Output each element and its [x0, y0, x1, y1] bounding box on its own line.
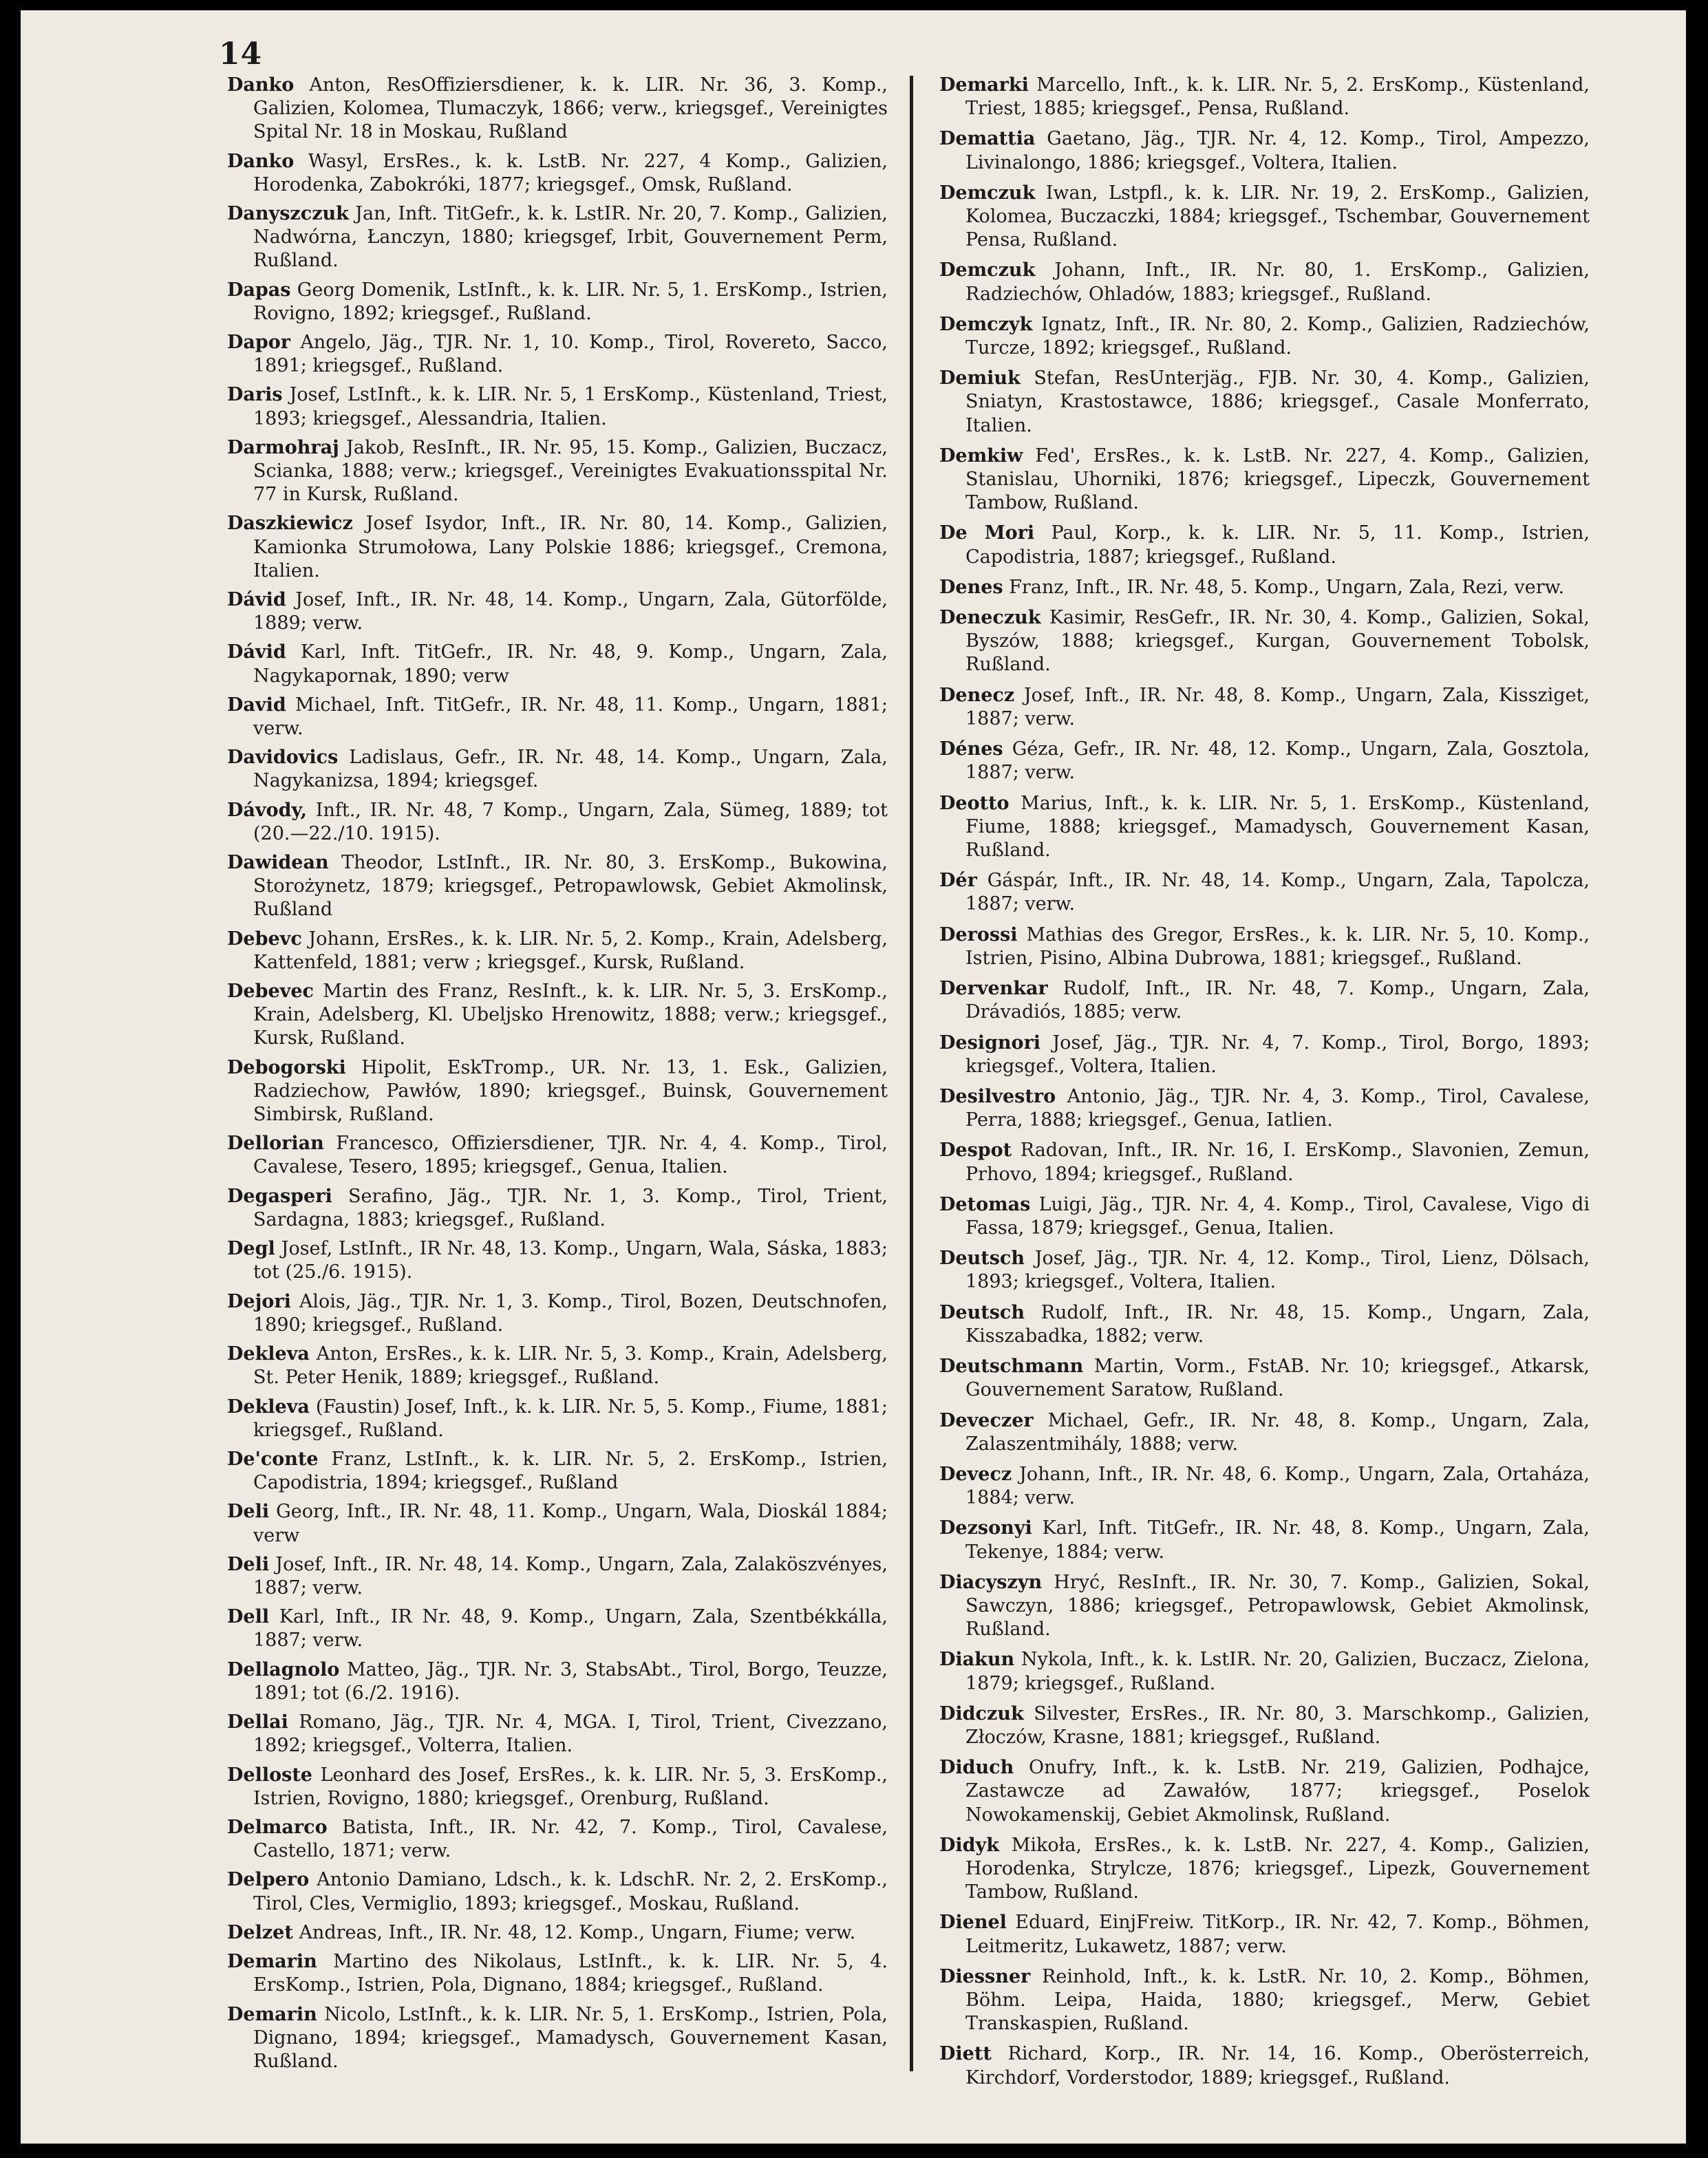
entry-surname: Diessner: [939, 1965, 1031, 1987]
entry-details: Reinhold, Inft., k. k. LstR. Nr. 10, 2. Komp., Böhmen, Böhm. Leipa, Haida, 1880; kriegsgef., Merw, Gebiet Transkaspien, Rußland.: [965, 1965, 1590, 2035]
register-entry: [227, 436, 888, 506]
entry-details: Josef, Inft., IR. Nr. 48, 14. Komp., Ungarn, Zala, Gütorfölde, 1889; verw.: [253, 589, 888, 634]
entry-details: Hipolit, EskTromp., UR. Nr. 13, 1. Esk., Galizien, Radziechow, Pawłów, 1890; kriegsgef., Buinsk, Gouvernement Simbirsk, Rußland.: [253, 1056, 888, 1125]
entry-details: Josef, LstInft., IR Nr. 48, 13. Komp., Ungarn, Wala, Sáska, 1883; tot (25./6. 1915).: [253, 1238, 888, 1283]
register-entry: [939, 1463, 1590, 1510]
register-entry: [939, 445, 1590, 515]
entry-surname: Demczuk: [939, 182, 1036, 204]
register-entry: [939, 1193, 1590, 1240]
entry-surname: Deli: [227, 1553, 270, 1575]
register-entry: [227, 279, 888, 325]
entry-surname: Degl: [227, 1238, 275, 1260]
register-entry: [939, 1648, 1590, 1695]
register-entry: [939, 576, 1590, 599]
entry-surname: Deutschmann: [939, 1356, 1084, 1378]
entry-details: Stefan, ResUnterjäg., FJB. Nr. 30, 4. Komp., Galizien, Sniatyn, Krastostawce, 1886; kriegsgef., Casale Monferrato, Italien.: [965, 367, 1590, 436]
register-entry: [939, 977, 1590, 1024]
register-entry: [227, 331, 888, 378]
entry-details: Johann, Inft., IR. Nr. 80, 1. ErsKomp., Galizien, Radziechów, Ohladów, 1883; kriegsgef., Rußland.: [965, 259, 1590, 305]
register-entry: [939, 367, 1590, 437]
entry-details: Ladislaus, Gefr., IR. Nr. 48, 14. Komp., Ungarn, Zala, Nagykanizsa, 1894; kriegsgef.: [253, 747, 888, 792]
entry-surname: Debevec: [227, 981, 314, 1003]
entry-surname: Delmarco: [227, 1817, 328, 1838]
register-entry: [939, 74, 1590, 120]
entry-details: Karl, Inft. TitGefr., IR. Nr. 48, 8. Komp., Ungarn, Zala, Tekenye, 1884; verw.: [965, 1517, 1590, 1563]
entry-surname: Dávody,: [227, 799, 307, 821]
entry-surname: Didyk: [939, 1834, 999, 1856]
register-entry: [227, 1290, 888, 1337]
entry-surname: Debevc: [227, 928, 302, 950]
entry-details: Kasimir, ResGefr., IR. Nr. 30, 4. Komp., Galizien, Sokal, Byszów, 1888; kriegsgef., Kurgan, Gouvernement Tobolsk, Rußland.: [965, 607, 1590, 676]
entry-surname: Devecz: [939, 1464, 1012, 1485]
register-entry: [227, 1816, 888, 1863]
entry-surname: Dellagnolo: [227, 1658, 340, 1680]
right-column: [939, 74, 1590, 2097]
entry-surname: Diduch: [939, 1757, 1014, 1779]
entry-surname: Denes: [939, 576, 1003, 598]
entry-surname: Dawidean: [227, 852, 329, 874]
register-entry: [939, 606, 1590, 676]
entry-details: Eduard, EinjFreiw. TitKorp., IR. Nr. 42, 7. Komp., Böhmen, Leitmeritz, Lukawetz, 1887; verw.: [965, 1912, 1590, 1957]
entry-details: Anton, ResOffiziersdiener, k. k. LIR. Nr. 36, 3. Komp., Galizien, Kolomea, Tlumaczyk, 1866; verw., kriegsgef., Vereinigtes Spital Nr. 18 in Moskau, Rußland: [253, 74, 888, 143]
entry-surname: Deneczuk: [939, 607, 1041, 629]
entry-surname: Demarin: [227, 2003, 317, 2025]
register-entry: [227, 1448, 888, 1495]
entry-details: Radovan, Inft., IR. Nr. 16, I. ErsKomp., Slavonien, Zemun, Prhovo, 1894; kriegsgef., Rußland.: [965, 1140, 1590, 1185]
entry-surname: Designori: [939, 1032, 1041, 1054]
entry-surname: Didczuk: [939, 1702, 1024, 1724]
entry-details: Fed', ErsRes., k. k. LstB. Nr. 227, 4. Komp., Galizien, Stanislau, Uhorniki, 1876; kriegsgef., Lipeczk, Gouvernement Tambow, Rußland.: [965, 445, 1590, 514]
entry-surname: Degasperi: [227, 1185, 332, 1207]
entry-surname: Dávid: [227, 641, 286, 663]
entry-details: Josef, Inft., IR. Nr. 48, 14. Komp., Ungarn, Zala, Zalaköszvényes, 1887; verw.: [253, 1553, 888, 1599]
entry-details: Alois, Jäg., TJR. Nr. 1, 3. Komp., Tirol, Bozen, Deutschnofen, 1890; kriegsgef., Rußland.: [253, 1290, 888, 1336]
register-entry: [227, 202, 888, 273]
entry-surname: Dell: [227, 1606, 270, 1628]
entry-details: Martin, Vorm., FstAB. Nr. 10; kriegsgef., Atkarsk, Gouvernement Saratow, Rußland.: [965, 1356, 1590, 1401]
entry-surname: De'conte: [227, 1448, 319, 1470]
entry-details: Johann, ErsRes., k. k. LIR. Nr. 5, 2. Komp., Krain, Adelsberg, Kattenfeld, 1881; verw ; kriegsgef., Kursk, Rußland.: [253, 928, 888, 973]
entry-surname: David: [227, 694, 286, 716]
entry-surname: Deutsch: [939, 1248, 1025, 1270]
register-entry: [939, 259, 1590, 306]
entry-surname: Dávid: [227, 589, 286, 610]
entry-surname: Deotto: [939, 792, 1010, 814]
entry-details: Gáspár, Inft., IR. Nr. 48, 14. Komp., Ungarn, Zala, Tapolcza, 1887; verw.: [965, 870, 1590, 915]
entry-surname: Dervenkar: [939, 978, 1048, 1000]
entry-surname: Diakun: [939, 1649, 1015, 1671]
register-entry: [939, 313, 1590, 360]
entry-details: Silvester, ErsRes., IR. Nr. 80, 3. Marschkomp., Galizien, Złoczów, Krasne, 1881; kriegsgef., Rußland.: [965, 1702, 1590, 1748]
entry-surname: De Mori: [939, 522, 1035, 544]
register-entry: [227, 980, 888, 1050]
register-entry: [227, 1868, 888, 1915]
entry-details: Serafino, Jäg., TJR. Nr. 1, 3. Komp., Tirol, Trient, Sardagna, 1883; kriegsgef., Rußland.: [253, 1185, 888, 1230]
entry-surname: Dellai: [227, 1711, 288, 1733]
entry-details: Matteo, Jäg., TJR. Nr. 3, StabsAbt., Tirol, Borgo, Teuzze, 1891; tot (6./2. 1916).: [253, 1658, 888, 1704]
register-entry: [939, 182, 1590, 252]
entry-surname: Desilvestro: [939, 1085, 1056, 1107]
register-entry: [939, 792, 1590, 862]
entry-surname: Demiuk: [939, 367, 1021, 389]
entry-surname: Dejori: [227, 1290, 291, 1312]
entry-details: Karl, Inft. TitGefr., IR. Nr. 48, 9. Komp., Ungarn, Zala, Nagykapornak, 1890; verw: [253, 641, 888, 687]
register-entry: [939, 2042, 1590, 2089]
register-entry: [227, 1185, 888, 1232]
entry-details: Nicolo, LstInft., k. k. LIR. Nr. 5, 1. ErsKomp., Istrien, Pola, Dignano, 1894; kriegsgef., Mamadysch, Gouvernement Kasan, Rußland.: [253, 2003, 888, 2072]
register-entry: [227, 746, 888, 793]
entry-surname: Dapas: [227, 279, 291, 301]
entry-surname: Deutsch: [939, 1301, 1025, 1323]
register-entry: [227, 1056, 888, 1126]
register-entry: [939, 1409, 1590, 1456]
entry-details: Inft., IR. Nr. 48, 7 Komp., Ungarn, Zala, Sümeg, 1889; tot (20.—22./10. 1915).: [253, 799, 888, 844]
register-entry: [939, 1355, 1590, 1402]
register-entry: [939, 869, 1590, 916]
entry-details: Mathias des Gregor, ErsRes., k. k. LIR. Nr. 5, 10. Komp., Istrien, Pisino, Albina Dubrowa, 1881; kriegsgef., Rußland.: [965, 923, 1590, 969]
entry-details: Theodor, LstInft., IR. Nr. 80, 3. ErsKomp., Bukowina, Storożynetz, 1879; kriegsgef., Petropawlowsk, Gebiet Akmolinsk, Rußland: [253, 852, 888, 921]
entry-details: Romano, Jäg., TJR. Nr. 4, MGA. I, Tirol, Trient, Civezzano, 1892; kriegsgef., Volterra, Italien.: [253, 1711, 888, 1757]
entry-details: Gaetano, Jäg., TJR. Nr. 4, 12. Komp., Tirol, Ampezzo, Livinalongo, 1886; kriegsgef., Voltera, Italien.: [965, 128, 1590, 173]
entry-surname: Derossi: [939, 923, 1018, 946]
entry-surname: Danko: [227, 74, 295, 96]
register-entry: [939, 1032, 1590, 1078]
entry-surname: Diacyszyn: [939, 1571, 1043, 1593]
register-entry: [939, 127, 1590, 174]
entry-details: Jan, Inft. TitGefr., k. k. LstIR. Nr. 20, 7. Komp., Galizien, Nadwórna, Łanczyn, 1880; kriegsgef, Irbit, Gouvernement Perm, Rußland.: [253, 203, 888, 272]
entry-details: Johann, Inft., IR. Nr. 48, 6. Komp., Ungarn, Zala, Ortaháza, 1884; verw.: [965, 1464, 1590, 1509]
entry-surname: Danyszczuk: [227, 203, 349, 224]
entry-details: Rudolf, Inft., IR. Nr. 48, 7. Komp., Ungarn, Zala, Drávadiós, 1885; verw.: [965, 978, 1590, 1023]
register-entry: [939, 1911, 1590, 1958]
entry-details: Jakob, ResInft., IR. Nr. 95, 15. Komp., Galizien, Buczacz, Scianka, 1888; verw.; kriegsgef., Vereinigtes Evakuationsspital Nr. 77 in Kursk, Rußland.: [253, 436, 888, 506]
entry-details: Luigi, Jäg., TJR. Nr. 4, 4. Komp., Tirol, Cavalese, Vigo di Fassa, 1879; kriegsgef., Genua, Italien.: [965, 1193, 1590, 1239]
entry-surname: Dér: [939, 870, 977, 892]
entry-surname: Dekleva: [227, 1343, 310, 1365]
register-entry: [227, 799, 888, 846]
entry-surname: Demkiw: [939, 445, 1023, 467]
entry-details: Martino des Nikolaus, LstInft., k. k. LIR. Nr. 5, 4. ErsKomp., Istrien, Pola, Dignano, 1884; kriegsgef., Rußland.: [253, 1951, 888, 1996]
register-entry: [227, 641, 888, 687]
entry-details: Wasyl, ErsRes., k. k. LstB. Nr. 227, 4 Komp., Galizien, Horodenka, Zabokróki, 1877; kriegsgef., Omsk, Rußland.: [253, 150, 888, 195]
entry-details: Michael, Inft. TitGefr., IR. Nr. 48, 11. Komp., Ungarn, 1881; verw.: [253, 694, 888, 739]
register-entry: [939, 1301, 1590, 1348]
entry-surname: Davidovics: [227, 747, 339, 769]
entry-surname: Detomas: [939, 1193, 1031, 1215]
entry-surname: Deli: [227, 1501, 270, 1523]
entry-surname: Deveczer: [939, 1409, 1034, 1431]
register-entry: [227, 1237, 888, 1284]
entry-surname: Demczyk: [939, 313, 1033, 335]
entry-details: Marcello, Inft., k. k. LIR. Nr. 5, 2. ErsKomp., Küstenland, Triest, 1885; kriegsgef., Pensa, Rußland.: [965, 74, 1590, 120]
entry-details: Franz, Inft., IR. Nr. 48, 5. Komp., Ungarn, Zala, Rezi, verw.: [1009, 576, 1565, 598]
register-entry: [227, 1500, 888, 1547]
register-entry: [227, 1343, 888, 1389]
entry-surname: Daszkiewicz: [227, 513, 353, 535]
entry-details: Martin des Franz, ResInft., k. k. LIR. Nr. 5, 3. ErsKomp., Krain, Adelsberg, Kl. Ubeljsko Hrenowitz, 1888; verw.; kriegsgef., Kursk, Rußland.: [253, 981, 888, 1049]
entry-details: Georg Domenik, LstInft., k. k. LIR. Nr. 5, 1. ErsKomp., Istrien, Rovigno, 1892; kriegsgef., Rußland.: [253, 279, 888, 324]
entry-details: Josef Isydor, Inft., IR. Nr. 80, 14. Komp., Galizien, Kamionka Strumołowa, Lany Polskie 1886; kriegsgef., Cremona, Italien.: [253, 513, 888, 581]
entry-details: Francesco, Offiziersdiener, TJR. Nr. 4, 4. Komp., Tirol, Cavalese, Tesero, 1895; kriegsgef., Genua, Italien.: [253, 1133, 888, 1178]
entry-surname: Demczuk: [939, 259, 1036, 281]
page-number: 14: [219, 36, 263, 72]
entry-details: Onufry, Inft., k. k. LstB. Nr. 219, Galizien, Podhajce, Zastawcze ad Zawałów, 1877; kriegsgef., Poselok Nowokamenskij, Gebiet Akmolinsk, Rußland.: [965, 1757, 1590, 1826]
column-divider: [910, 76, 913, 2071]
register-entry: [227, 1605, 888, 1652]
register-entry: [227, 1132, 888, 1179]
entry-surname: Debogorski: [227, 1056, 346, 1078]
entry-surname: Demarin: [227, 1951, 317, 1973]
entry-details: Paul, Korp., k. k. LIR. Nr. 5, 11. Komp., Istrien, Capodistria, 1887; kriegsgef., Rußland.: [965, 522, 1590, 568]
entry-details: Ignatz, Inft., IR. Nr. 80, 2. Komp., Galizien, Radziechów, Turcze, 1892; kriegsgef., Rußland.: [965, 313, 1590, 359]
register-entry: [939, 738, 1590, 784]
register-entry: [939, 522, 1590, 568]
entry-details: Richard, Korp., IR. Nr. 14, 16. Komp., Oberösterreich, Kirchdorf, Vorderstodor, 1889; kriegsgef., Rußland.: [965, 2043, 1590, 2088]
entry-surname: Diett: [939, 2043, 992, 2065]
entry-details: Rudolf, Inft., IR. Nr. 48, 15. Komp., Ungarn, Zala, Kisszabadka, 1882; verw.: [965, 1301, 1590, 1347]
register-entry: [939, 923, 1590, 970]
entry-details: Marius, Inft., k. k. LIR. Nr. 5, 1. ErsKomp., Küstenland, Fiume, 1888; kriegsgef., Mamadysch, Gouvernement Kasan, Rußland.: [965, 792, 1590, 861]
entry-details: Batista, Inft., IR. Nr. 42, 7. Komp., Tirol, Cavalese, Castello, 1871; verw.: [253, 1817, 888, 1862]
entry-surname: Danko: [227, 150, 295, 172]
entry-details: Anton, ErsRes., k. k. LIR. Nr. 5, 3. Komp., Krain, Adelsberg, St. Peter Henik, 1889; kriegsgef., Rußland.: [253, 1343, 888, 1389]
entry-surname: Despot: [939, 1140, 1012, 1162]
register-entry: [227, 928, 888, 974]
register-entry: [939, 1702, 1590, 1749]
entry-surname: Darmohraj: [227, 436, 339, 458]
register-entry: [227, 1396, 888, 1442]
register-entry: [227, 1921, 888, 1945]
entry-details: Michael, Gefr., IR. Nr. 48, 8. Komp., Ungarn, Zala, Zalaszentmihály, 1888; verw.: [965, 1409, 1590, 1455]
entry-details: Angelo, Jäg., TJR. Nr. 1, 10. Komp., Tirol, Rovereto, Sacco, 1891; kriegsgef., Rußland.: [253, 332, 888, 377]
entry-surname: Dénes: [939, 738, 1003, 760]
register-entry: [227, 2003, 888, 2073]
entry-details: Josef, Inft., IR. Nr. 48, 8. Komp., Ungarn, Zala, Kissziget, 1887; verw.: [965, 684, 1590, 729]
entry-details: Franz, LstInft., k. k. LIR. Nr. 5, 2. ErsKomp., Istrien, Capodistria, 1894; kriegsgef., Rußland: [253, 1448, 888, 1494]
register-entry: [939, 1247, 1590, 1294]
entry-surname: Dezsonyi: [939, 1517, 1032, 1539]
entry-surname: Dekleva: [227, 1396, 310, 1418]
entry-surname: Delzet: [227, 1921, 293, 1943]
register-entry: [939, 1756, 1590, 1826]
register-entry: [939, 684, 1590, 731]
entry-details: Josef, Jäg., TJR. Nr. 4, 7. Komp., Tirol, Borgo, 1893; kriegsgef., Voltera, Italien.: [965, 1032, 1590, 1077]
register-entry: [227, 694, 888, 740]
entry-details: Antonio, Jäg., TJR. Nr. 4, 3. Komp., Tirol, Cavalese, Perra, 1888; kriegsgef., Genua, Iatlien.: [965, 1085, 1590, 1131]
register-entry: [939, 1834, 1590, 1904]
entry-surname: Denecz: [939, 684, 1015, 706]
register-entry: [227, 1764, 888, 1810]
entry-details: Karl, Inft., IR Nr. 48, 9. Komp., Ungarn, Zala, Szentbékkálla, 1887; verw.: [253, 1606, 888, 1652]
entry-details: Géza, Gefr., IR. Nr. 48, 12. Komp., Ungarn, Zala, Gosztola, 1887; verw.: [965, 738, 1590, 784]
entry-surname: Demarki: [939, 74, 1029, 96]
entry-details: Hryć, ResInft., IR. Nr. 30, 7. Komp., Galizien, Sokal, Sawczyn, 1886; kriegsgef., Petropawlowsk, Gebiet Akmolinsk, Rußland.: [965, 1571, 1590, 1641]
entry-details: Iwan, Lstpfl., k. k. LIR. Nr. 19, 2. ErsKomp., Galizien, Kolomea, Buczaczki, 1884; kriegsgef., Tschembar, Gouvernement Pensa, Rußland.: [965, 182, 1590, 251]
register-entry: [227, 588, 888, 635]
entry-details: Nykola, Inft., k. k. LstIR. Nr. 20, Galizien, Buczacz, Zielona, 1879; kriegsgef., Rußland.: [965, 1649, 1590, 1694]
entry-surname: Delloste: [227, 1764, 312, 1786]
register-entry: [227, 1711, 888, 1758]
entry-details: Andreas, Inft., IR. Nr. 48, 12. Komp., Ungarn, Fiume; verw.: [299, 1921, 856, 1943]
entry-surname: Daris: [227, 384, 283, 406]
entry-surname: Dellorian: [227, 1133, 324, 1155]
register-entry: [939, 1571, 1590, 1641]
register-entry: [939, 1139, 1590, 1186]
entry-details: (Faustin) Josef, Inft., k. k. LIR. Nr. 5, 5. Komp., Fiume, 1881; kriegsgef., Rußland.: [253, 1396, 888, 1441]
entry-details: Leonhard des Josef, ErsRes., k. k. LIR. Nr. 5, 3. ErsKomp., Istrien, Rovigno, 1880; kriegsgef., Orenburg, Rußland.: [253, 1764, 888, 1809]
entry-details: Georg, Inft., IR. Nr. 48, 11. Komp., Ungarn, Wala, Dioskál 1884; verw: [253, 1501, 888, 1546]
entry-details: Josef, Jäg., TJR. Nr. 4, 12. Komp., Tirol, Lienz, Dölsach, 1893; kriegsgef., Voltera, Italien.: [965, 1248, 1590, 1293]
register-entry: [939, 1517, 1590, 1563]
entry-details: Josef, LstInft., k. k. LIR. Nr. 5, 1 ErsKomp., Küstenland, Triest, 1893; kriegsgef., Alessandria, Italien.: [253, 384, 888, 429]
register-entry: [227, 1950, 888, 1997]
entry-details: Mikoła, ErsRes., k. k. LstB. Nr. 227, 4. Komp., Galizien, Horodenka, Strylcze, 1876; kriegsgef., Lipezk, Gouvernement Tambow, Rußland.: [965, 1834, 1590, 1903]
register-entry: [227, 851, 888, 921]
register-entry: [227, 150, 888, 197]
register-entry: [227, 74, 888, 144]
entry-surname: Dienel: [939, 1912, 1007, 1934]
register-entry: [227, 1658, 888, 1705]
entry-surname: Demattia: [939, 128, 1036, 150]
register-entry: [939, 1965, 1590, 2036]
register-entry: [227, 383, 888, 430]
left-column: [227, 74, 888, 2079]
entry-surname: Dapor: [227, 332, 291, 353]
document-page: [21, 10, 1686, 2144]
entry-surname: Delpero: [227, 1869, 310, 1891]
entry-details: Antonio Damiano, Ldsch., k. k. LdschR. Nr. 2, 2. ErsKomp., Tirol, Cles, Vermiglio, 1893; kriegsgef., Moskau, Rußland.: [253, 1869, 888, 1914]
register-entry: [227, 1553, 888, 1600]
register-entry: [939, 1085, 1590, 1132]
register-entry: [227, 512, 888, 582]
